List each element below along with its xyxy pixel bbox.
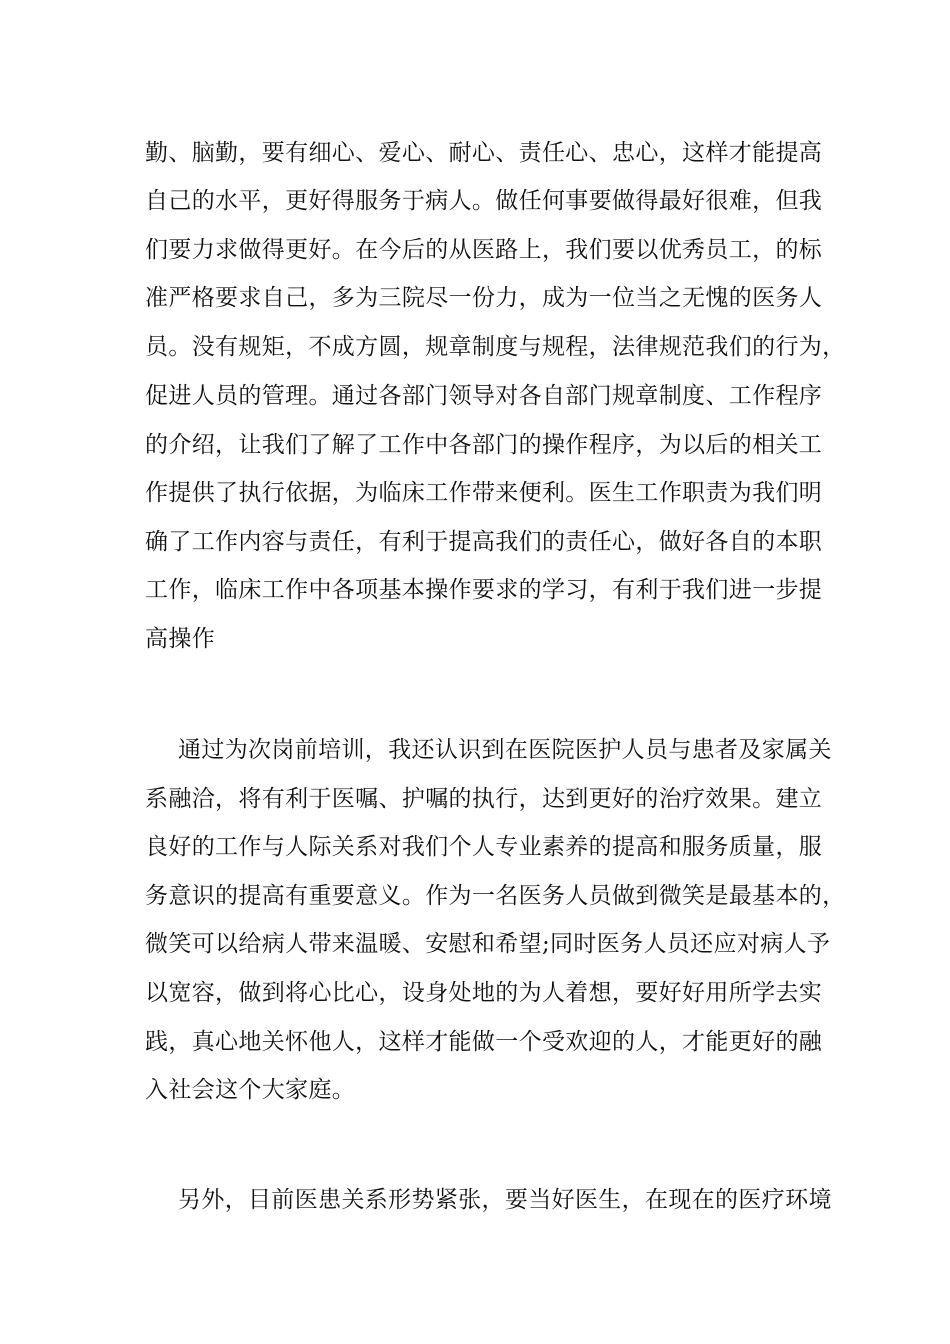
text-line: 务意识的提高有重要意义。作为一名医务人员做到微笑是最基本的， [145,883,846,909]
text-line: 践，真心地关怀他人，这样才能做一个受欢迎的人，才能更好的融 [145,1029,823,1055]
text-line: 员。没有规矩，不成方圆，规章制度与规程，法律规范我们的行为， [145,334,846,360]
text-line: 良好的工作与人际关系对我们个人专业素养的提高和服务质量，服 [145,834,823,860]
text-line: 们要力求做得更好。在今后的从医路上，我们要以优秀员工，的标 [145,237,823,263]
text-line: 另外，目前医患关系形势紧张，要当好医生，在现在的医疗环境 [178,1187,832,1213]
text-line: 确了工作内容与责任，有利于提高我们的责任心，做好各自的本职 [145,529,823,555]
text-line: 勤、脑勤，要有细心、爱心、耐心、责任心、忠心，这样才能提高 [145,140,823,166]
text-line: 自己的水平，更好得服务于病人。做任何事要做得最好很难，但我 [145,188,823,214]
text-line: 系融洽，将有利于医嘱、护嘱的执行，达到更好的治疗效果。建立 [145,786,823,812]
text-line: 以宽容，做到将心比心，设身处地的为人着想，要好好用所学去实 [145,980,823,1006]
text-line: 微笑可以给病人带来温暖、安慰和希望;同时医务人员还应对病人予 [145,931,831,957]
text-line: 通过为次岗前培训，我还认识到在医院医护人员与患者及家属关 [178,737,832,763]
text-line: 的介绍，让我们了解了工作中各部门的操作程序，为以后的相关工 [145,432,823,458]
text-line: 准严格要求自己，多为三院尽一份力，成为一位当之无愧的医务人 [145,285,823,311]
text-line: 高操作 [145,626,216,652]
text-line: 促进人员的管理。通过各部门领导对各自部门规章制度、工作程序 [145,383,823,409]
text-line: 入社会这个大家庭。 [145,1077,356,1103]
text-line: 作提供了执行依据，为临床工作带来便利。医生工作职责为我们明 [145,480,823,506]
text-line: 工作，临床工作中各项基本操作要求的学习，有利于我们进一步提 [145,577,823,603]
